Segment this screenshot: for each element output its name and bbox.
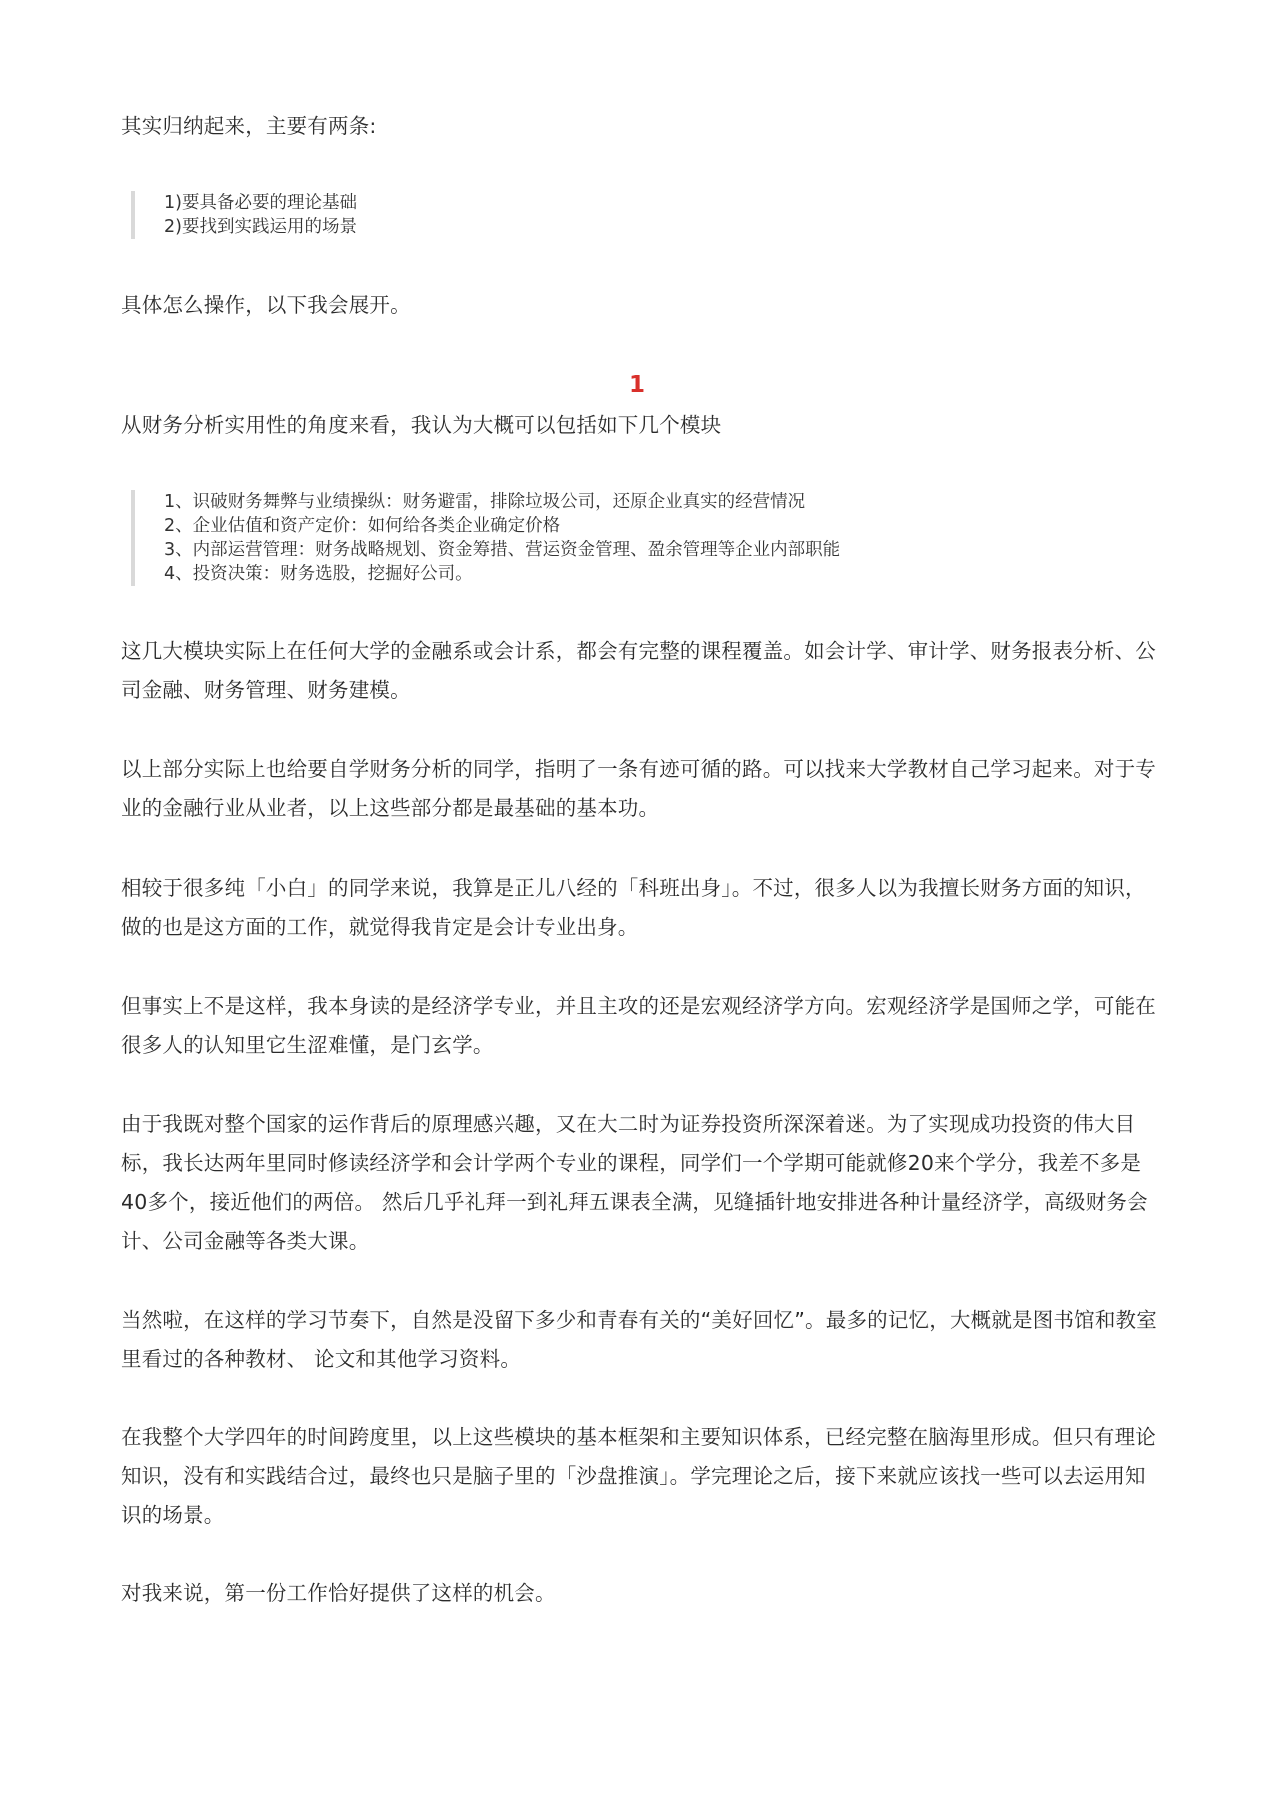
- body-paragraph: 相较于很多纯「小白」的同学来说，我算是正儿八经的「科班出身」。不过，很多人以为我擅长财务方面的知识，做的也是这方面的工作，就觉得我肯定是会计专业出身。: [121, 876, 1146, 939]
- body-paragraph: 但事实上不是这样，我本身读的是经济学专业，并且主攻的还是宏观经济学方向。宏观经济学是国师之学，可能在很多人的认知里它生涩难懂，是门玄学。: [121, 994, 1156, 1057]
- module-intro-paragraph: 从财务分析实用性的角度来看，我认为大概可以包括如下几个模块: [121, 413, 722, 437]
- modules-quote: [131, 490, 1164, 586]
- quote-line: 1)要具备必要的理论基础: [164, 193, 357, 213]
- body-paragraph: 对我来说，第一份工作恰好提供了这样的机会。: [121, 1581, 556, 1605]
- body-paragraph: 这几大模块实际上在任何大学的金融系或会计系，都会有完整的课程覆盖。如会计学、审计学、财务报表分析、公司金融、财务管理、财务建模。: [121, 639, 1156, 702]
- quote-line: 2)要找到实践运用的场景: [164, 217, 357, 237]
- principles-quote: [131, 191, 1164, 239]
- body-paragraph: 由于我既对整个国家的运作背后的原理感兴趣，又在大二时为证券投资所深深着迷。为了实现成功投资的伟大目标，我长达两年里同时修读经济学和会计学两个专业的课程，同学们一个学期可能就修20来个学分，我差不多是40多个，接近他们的两倍。 然后几乎礼拜一到礼拜五课表全满，见缝插针地安排进各种计量经济学，高级财务会计、公司金融等各类大课。: [121, 1112, 1148, 1253]
- quote-line: 2、企业估值和资产定价：如何给各类企业确定价格: [164, 516, 561, 536]
- body-paragraph: 在我整个大学四年的时间跨度里，以上这些模块的基本框架和主要知识体系，已经完整在脑海里形成。但只有理论知识，没有和实践结合过，最终也只是脑子里的「沙盘推演」。学完理论之后，接下来就应该找一些可以去运用知识的场景。: [121, 1425, 1156, 1527]
- quote-line: 3、内部运营管理：财务战略规划、资金筹措、营运资金管理、盈余管理等企业内部职能: [164, 540, 841, 560]
- body-paragraph: 当然啦，在这样的学习节奏下，自然是没留下多少和青春有关的“美好回忆”。最多的记忆，大概就是图书馆和教室里看过的各种教材、 论文和其他学习资料。: [121, 1308, 1157, 1371]
- detail-paragraph: 具体怎么操作，以下我会展开。: [121, 293, 411, 317]
- intro-paragraph: 其实归纳起来，主要有两条:: [121, 114, 377, 138]
- body-paragraph: 以上部分实际上也给要自学财务分析的同学，指明了一条有迹可循的路。可以找来大学教材自己学习起来。对于专业的金融行业从业者，以上这些部分都是最基础的基本功。: [121, 757, 1156, 820]
- quote-line: 1、识破财务舞弊与业绩操纵：财务避雷，排除垃圾公司，还原企业真实的经营情况: [164, 492, 806, 512]
- section-number: 1: [628, 372, 645, 398]
- quote-line: 4、投资决策：财务选股，挖掘好公司。: [164, 564, 473, 584]
